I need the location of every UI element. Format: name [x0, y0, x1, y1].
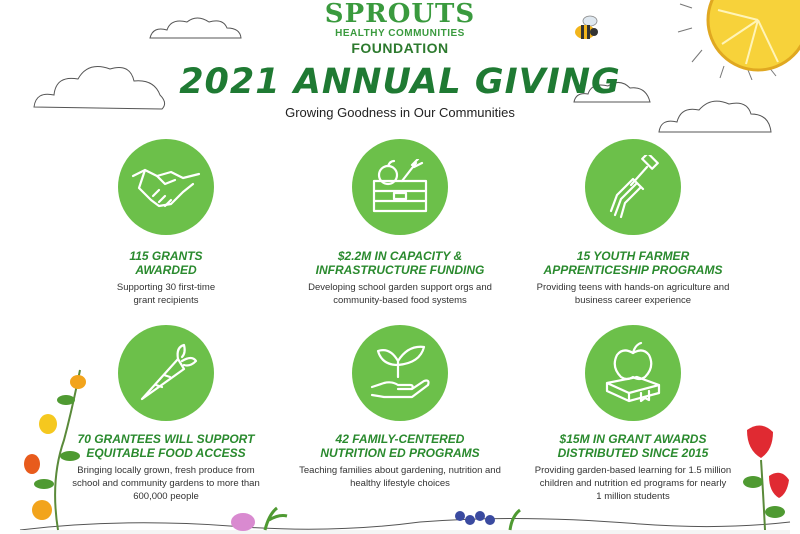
- stat-description: Bringing locally grown, fresh produce from school and community gardens to more than 600,000 people: [72, 465, 260, 502]
- ground-line-icon: [0, 500, 800, 534]
- stat-heading-line2: APPRENTICESHIP PROGRAMS: [543, 263, 723, 277]
- stat-description: Providing teens with hands-on agriculture and business career experience: [536, 282, 730, 306]
- stat-heading-line1: $15M IN GRANT AWARDS: [559, 432, 707, 446]
- cloud-icon: [655, 92, 775, 137]
- stat-grant-awards: [518, 432, 748, 503]
- carrot-icon: [118, 325, 214, 421]
- page-subtitle: Growing Goodness in Our Communities: [285, 105, 515, 120]
- stat-heading-line1: $2.2M IN CAPACITY &: [337, 249, 463, 263]
- cloud-icon: [145, 12, 245, 44]
- stat-heading-line2: NUTRITION ED PROGRAMS: [320, 446, 480, 460]
- pepper-plant-icon: [20, 360, 95, 534]
- stat-heading-line1: 115 GRANTS: [129, 249, 203, 263]
- stat-heading-line2: DISTRIBUTED SINCE 2015: [557, 446, 709, 460]
- logo-foundation: FOUNDATION: [351, 40, 449, 56]
- strawberry-plant-icon: [725, 420, 800, 534]
- blueberries-icon: [450, 500, 530, 534]
- bee-icon: [570, 12, 604, 46]
- logo-subtitle: HEALTHY COMMUNITIES: [335, 28, 465, 39]
- stat-capacity-funding: [285, 249, 515, 307]
- handshake-icon: [118, 139, 214, 235]
- stat-heading-line2: INFRASTRUCTURE FUNDING: [315, 263, 485, 277]
- stat-description: Supporting 30 first-time grant recipients: [116, 282, 216, 306]
- stat-heading-line1: 70 GRANTEES WILL SUPPORT: [77, 432, 255, 446]
- cloud-icon: [30, 55, 170, 115]
- stat-heading-line1: 15 YOUTH FARMER: [576, 249, 690, 263]
- stat-description: Developing school garden support orgs and community-based food systems: [308, 282, 492, 306]
- page-title: 2021 ANNUAL GIVING: [179, 62, 621, 102]
- stat-heading-line2: AWARDED: [135, 263, 197, 277]
- garden-fork-icon: [585, 139, 681, 235]
- stat-description: Providing garden-based learning for 1.5 million children and nutrition ed programs for nearly 1 million students: [534, 465, 732, 502]
- stat-description: Teaching families about gardening, nutrition and healthy lifestyle choices: [299, 465, 501, 489]
- radish-icon: [225, 500, 295, 534]
- lemon-slice-icon: [672, 0, 800, 80]
- apple-book-icon: [585, 325, 681, 421]
- stat-youth-farmer: [518, 249, 748, 307]
- stat-heading-line1: 42 FAMILY-CENTERED: [335, 432, 465, 446]
- stat-grants: [51, 249, 281, 307]
- hand-sprout-icon: [352, 325, 448, 421]
- logo-name: SPROUTS: [324, 0, 476, 29]
- produce-crate-icon: [352, 139, 448, 235]
- sprouts-logo: [300, 0, 500, 56]
- stat-heading-line2: EQUITABLE FOOD ACCESS: [86, 446, 246, 460]
- stat-nutrition-ed: [285, 432, 515, 490]
